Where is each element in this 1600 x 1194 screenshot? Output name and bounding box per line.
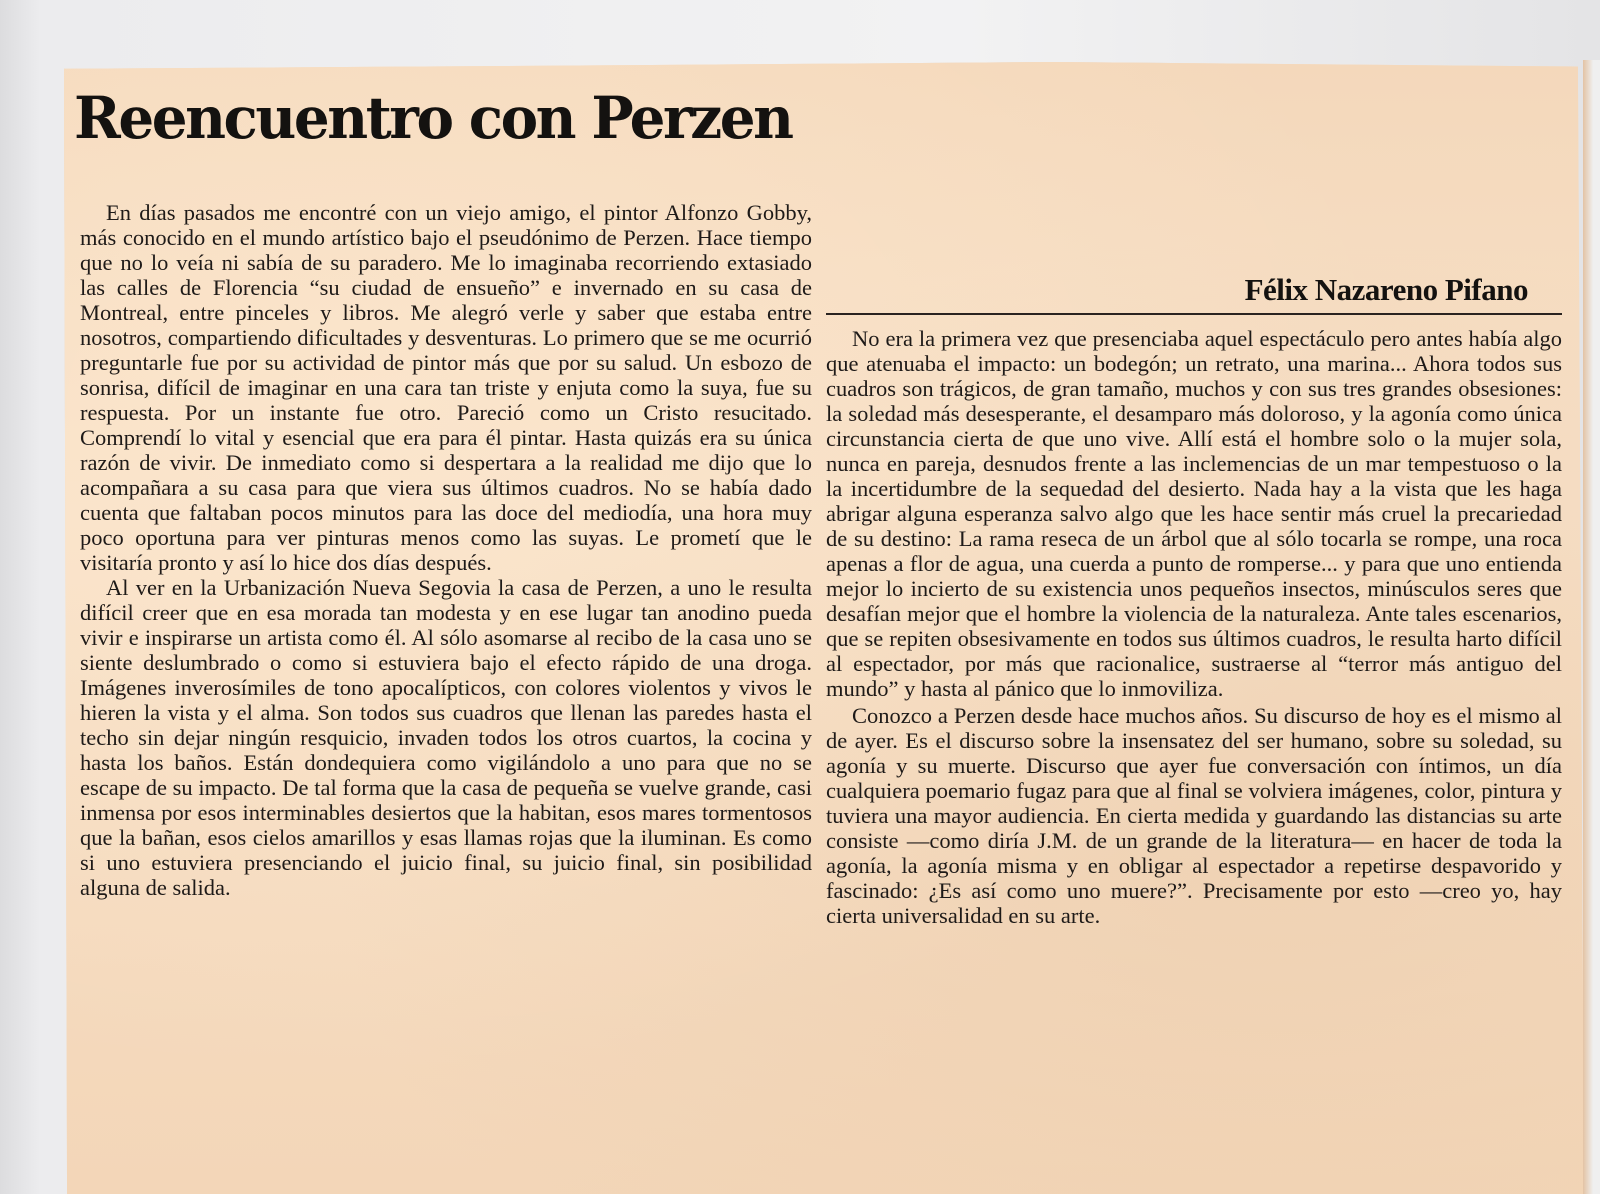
- left-column: [80, 200, 812, 900]
- byline-rule: [826, 313, 1562, 315]
- paragraph: Conozco a Perzen desde hace muchos años. Su discurso de hoy es el mismo al de ayer. Es el discurso sobre la insensatez del ser humano, sobre su soledad, su agonía y su muerte. Discurso que ayer fue conversación con íntimos, un día cualquiera poemario fugaz para que al final se volviera imágenes, color, pintura y tuviera una mayor audiencia. En cierta medida y guardando las distancias su arte consiste —como diría J.M. de un grande de la literatura— en hacer de toda la agonía, la agonía misma y en obligar al espectador a repetirse despavorido y fascinado: ¿Es así como uno muere?”. Precisamente por esto —creo yo, hay cierta universalidad en su arte.: [826, 703, 1562, 928]
- paragraph: Al ver en la Urbanización Nueva Segovia la casa de Perzen, a uno le resulta difícil creer que en esa morada tan modesta y en ese lugar tan anodino pueda vivir e inspirarse un artista como él. Al sólo asomarse al recibo de la casa uno se siente deslumbrado o como si estuviera bajo el efecto rápido de una droga. Imágenes inverosímiles de tono apocalípticos, con colores violentos y vivos le hieren la vista y el alma. Son todos sus cuadros que llenan las paredes hasta el techo sin dejar ningún resquicio, invaden todos los otros cuartos, la cocina y hasta los baños. Están dondequiera como vigilándolo a uno para que no se escape de su impacto. De tal forma que la casa de pequeña se vuelve grande, casi inmensa por esos interminables desiertos que la habitan, esos mares tormentosos que la bañan, esos cielos amarillos y esas llamas rojas que la iluminan. Es como si uno estuviera presenciando el juicio final, su juicio final, sin posibilidad alguna de salida.: [80, 575, 812, 900]
- paragraph: En días pasados me encontré con un viejo amigo, el pintor Alfonzo Gobby, más conocido en el mundo artístico bajo el pseudónimo de Perzen. Hace tiempo que no lo veía ni sabía de su paradero. Me lo imaginaba recorriendo extasiado las calles de Florencia “su ciudad de ensueño” e invernado en su casa de Montreal, entre pinceles y libros. Me alegró verle y saber que estaba entre nosotros, compartiendo dificultades y desventuras. Lo primero que se me ocurrió preguntarle fue por su actividad de pintor más que por su salud. Un esbozo de sonrisa, difícil de imaginar en una cara tan triste y enjuta como la suya, fue su respuesta. Por un instante fue otro. Pareció como un Cristo resucitado. Comprendí lo vital y esencial que era para él pintar. Hasta quizás era su única razón de vivir. De inmediato como si despertara a la realidad me dijo que lo acompañara a su casa para que viera sus últimos cuadros. No se había dado cuenta que faltaban pocos minutos para las doce del mediodía, una hora muy poco oportuna para ver pinturas menos como las suyas. Le prometí que le visitaría pronto y así lo hice dos días después.: [80, 200, 812, 575]
- article-headline: Reencuentro con Perzen: [74, 84, 792, 152]
- right-column: [826, 326, 1562, 928]
- paragraph: No era la primera vez que presenciaba aquel espectáculo pero antes había algo que atenuaba el impacto: un bodegón; un retrato, una marina... Ahora todos sus cuadros son trágicos, de gran tamaño, muchos y con sus tres grandes obsesiones: la soledad más desesperante, el desamparo más doloroso, y la agonía como única circunstancia cierta de que uno vive. Allí está el hombre solo o la mujer sola, nunca en pareja, desnudos frente a las inclemencias de un mar tempestuoso o la la incertidumbre de la sequedad del desierto. Nada hay a la vista que les haga abrigar alguna esperanza salvo algo que les hace sentir más cruel la precariedad de su destino: La rama reseca de un árbol que al sólo tocarla se rompe, una roca apenas a flor de agua, una cuerda a punto de romperse... y para que uno entienda mejor lo incierto de su existencia unos pequeños insectos, minúsculos seres que desafían mejor que el hombre la violencia de la naturaleza. Ante tales escenarios, que se repiten obsesivamente en todos sus últimos cuadros, le resulta harto difícil al espectador, por más que racionalice, sustraerse al “terror más antiguo del mundo” y hasta al pánico que lo inmoviliza.: [826, 326, 1562, 701]
- article-byline: Félix Nazareno Pifano: [1244, 272, 1528, 307]
- paper-edge: [1583, 60, 1600, 1194]
